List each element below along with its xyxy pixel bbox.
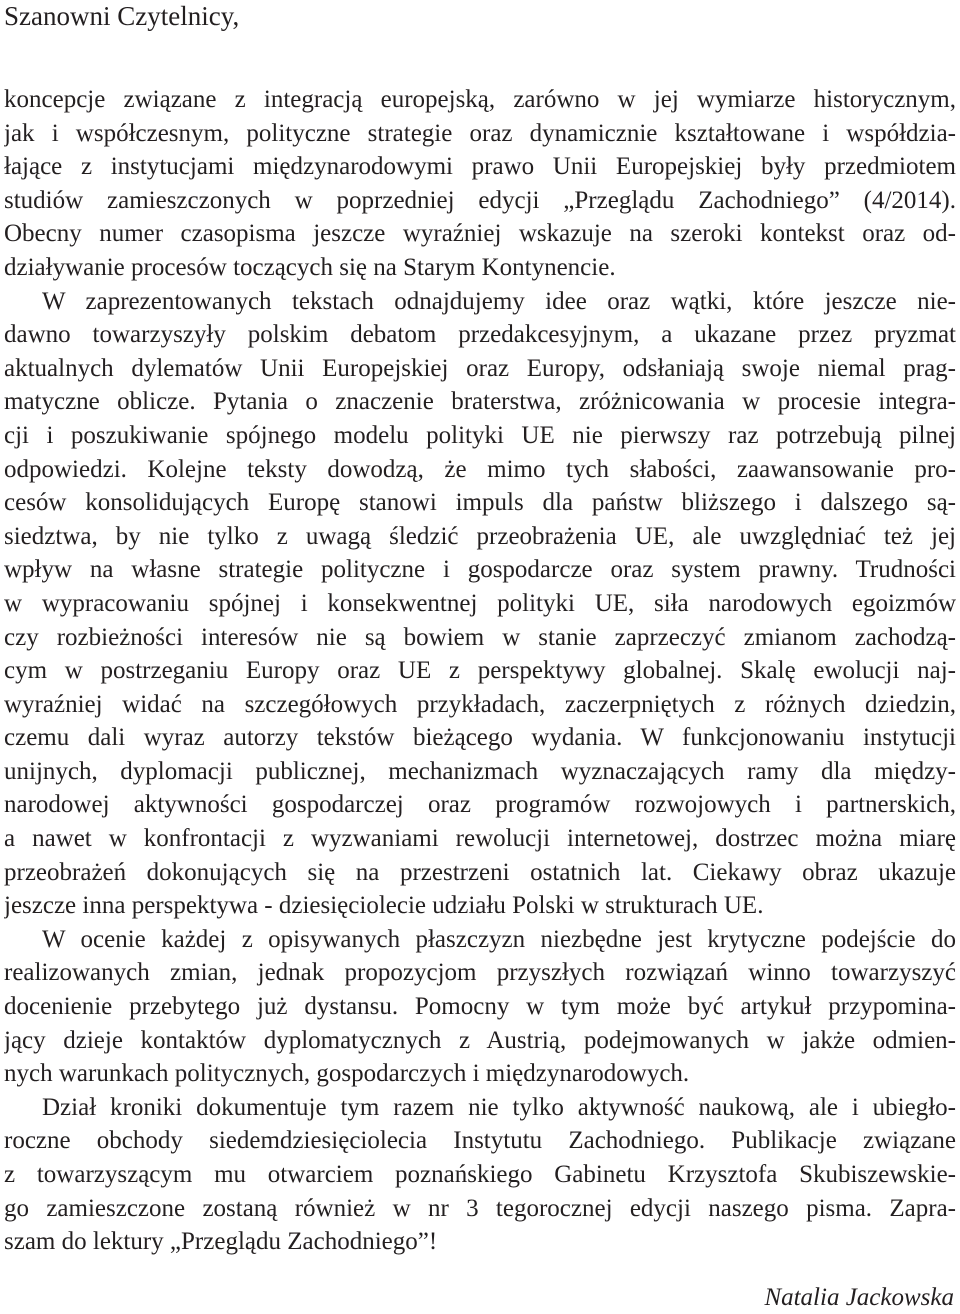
text-line: szam do lektury „Przeglądu Zachodniego”! [4,1228,438,1256]
text-line: docenienie przebytego już dystansu. Pomocny w tym może być artykuł przypomina- [4,993,956,1021]
text-line: jeszcze inna perspektywa - dziesięciolecie udziału Polski w strukturach UE. [4,892,764,920]
text-line: odpowiedzi. Kolejne teksty dowodzą, że mimo tych słabości, zaawansowanie pro- [4,455,956,483]
text-line: matyczne oblicze. Pytania o znaczenie braterstwa, zróżnicowania w procesie integra- [4,388,956,416]
text-line: narodowej aktywności gospodarczej oraz programów rozwojowych i partnerskich, [4,791,956,819]
text-line: W ocenie każdej z opisywanych płaszczyzn niezbędne jest krytyczne podejście do [42,925,956,953]
text-line: działywanie procesów toczących się na Starym Kontynencie. [4,253,616,281]
text-line: wpływ na własne strategie polityczne i gospodarcze oraz system prawny. Trudności [4,556,956,584]
text-line: jak i współczesnym, polityczne strategie oraz dynamicznie kształtowane i współdzia- [4,119,956,147]
text-line: siedztwa, by nie tylko z uwagą śledzić przeobrażenia UE, ale uwzględniać też jej [4,522,956,550]
text-line: dawno towarzyszyły polskim debatom przedakcesyjnym, a ukazane przez pryzmat [4,321,956,349]
text-line: aktualnych dylematów Unii Europejskiej oraz Europy, odsłaniają swoje niemal prag- [4,354,956,382]
text-line: unijnych, dyplomacji publicznej, mechanizmach wyznaczających ramy dla między- [4,757,956,785]
text-line: nych warunkach politycznych, gospodarczych i międzynarodowych. [4,1060,690,1088]
paragraph-4 [4,1091,956,1259]
text-line: W zaprezentowanych tekstach odnajdujemy idee oraz wątki, które jeszcze nie- [42,287,956,315]
text-line: cym w postrzeganiu Europy oraz UE z perspektywy globalnej. Skalę ewolucji naj- [4,657,956,685]
text-line: a nawet w konfrontacji z wyzwaniami rewolucji internetowej, dostrzec można miarę [4,825,956,853]
text-line: w wypracowaniu spójnej i konsekwentnej polityki UE, siła narodowych egoizmów [4,589,956,617]
paragraph-3 [4,923,956,1091]
text-line: studiów zamieszczonych w poprzedniej edycji „Przeglądu Zachodniego” (4/2014). [4,186,956,214]
text-line: czemu dali wyraz autorzy tekstów bieżącego wydania. W funkcjonowaniu instytucji [4,724,956,752]
text-line: przeobrażeń dokonujących się na przestrzeni ostatnich lat. Ciekawy obraz ukazuje [4,858,956,886]
text-line: go zamieszczone zostaną również w nr 3 tegorocznej edycji naszego pisma. Zapra- [4,1194,956,1222]
text-line: wyraźniej widać na szczegółowych przykładach, zaczerpniętych z różnych dziedzin, [4,690,956,718]
salutation-heading: Szanowni Czytelnicy, [4,1,240,31]
text-line: czy rozbieżności interesów nie są bowiem w stanie zaprzeczyć zmianom zachodzą- [4,623,956,651]
text-line: z towarzyszącym mu otwarciem poznańskiego Gabinetu Krzysztofa Skubiszewskie- [4,1161,956,1188]
text-line: Obecny numer czasopisma jeszcze wyraźniej wskazuje na szeroki kontekst oraz od- [4,220,956,248]
text-line: cji i poszukiwanie spójnego modelu polityki UE nie pierwszy raz potrzebują pilnej [4,421,956,449]
text-line: łające z instytucjami międzynarodowymi prawo Unii Europejskiej były przedmiotem [4,153,956,181]
text-line: Dział kroniki dokumentuje tym razem nie tylko aktywność naukową, ale i ubiegło- [42,1093,956,1121]
letter-body [4,83,956,1259]
paragraph-2 [4,285,956,923]
text-line: roczne obchody siedemdziesięciolecia Instytutu Zachodniego. Publikacje związane [4,1127,956,1155]
text-line: jący dzieje kontaktów dyplomatycznych z Austrią, podejmowanych w jakże odmien- [4,1026,956,1054]
paragraph-1 [4,83,956,285]
author-signature: Natalia Jackowska [764,1284,954,1311]
text-line: realizowanych zmian, jednak propozycjom przyszłych rozwiązań winno towarzyszyć [4,959,956,987]
text-line: koncepcje związane z integracją europejską, zarówno w jej wymiarze historycznym, [4,86,956,113]
text-line: cesów konsolidujących Europę stanowi impuls dla państw bliższego i dalszego są- [4,489,956,517]
